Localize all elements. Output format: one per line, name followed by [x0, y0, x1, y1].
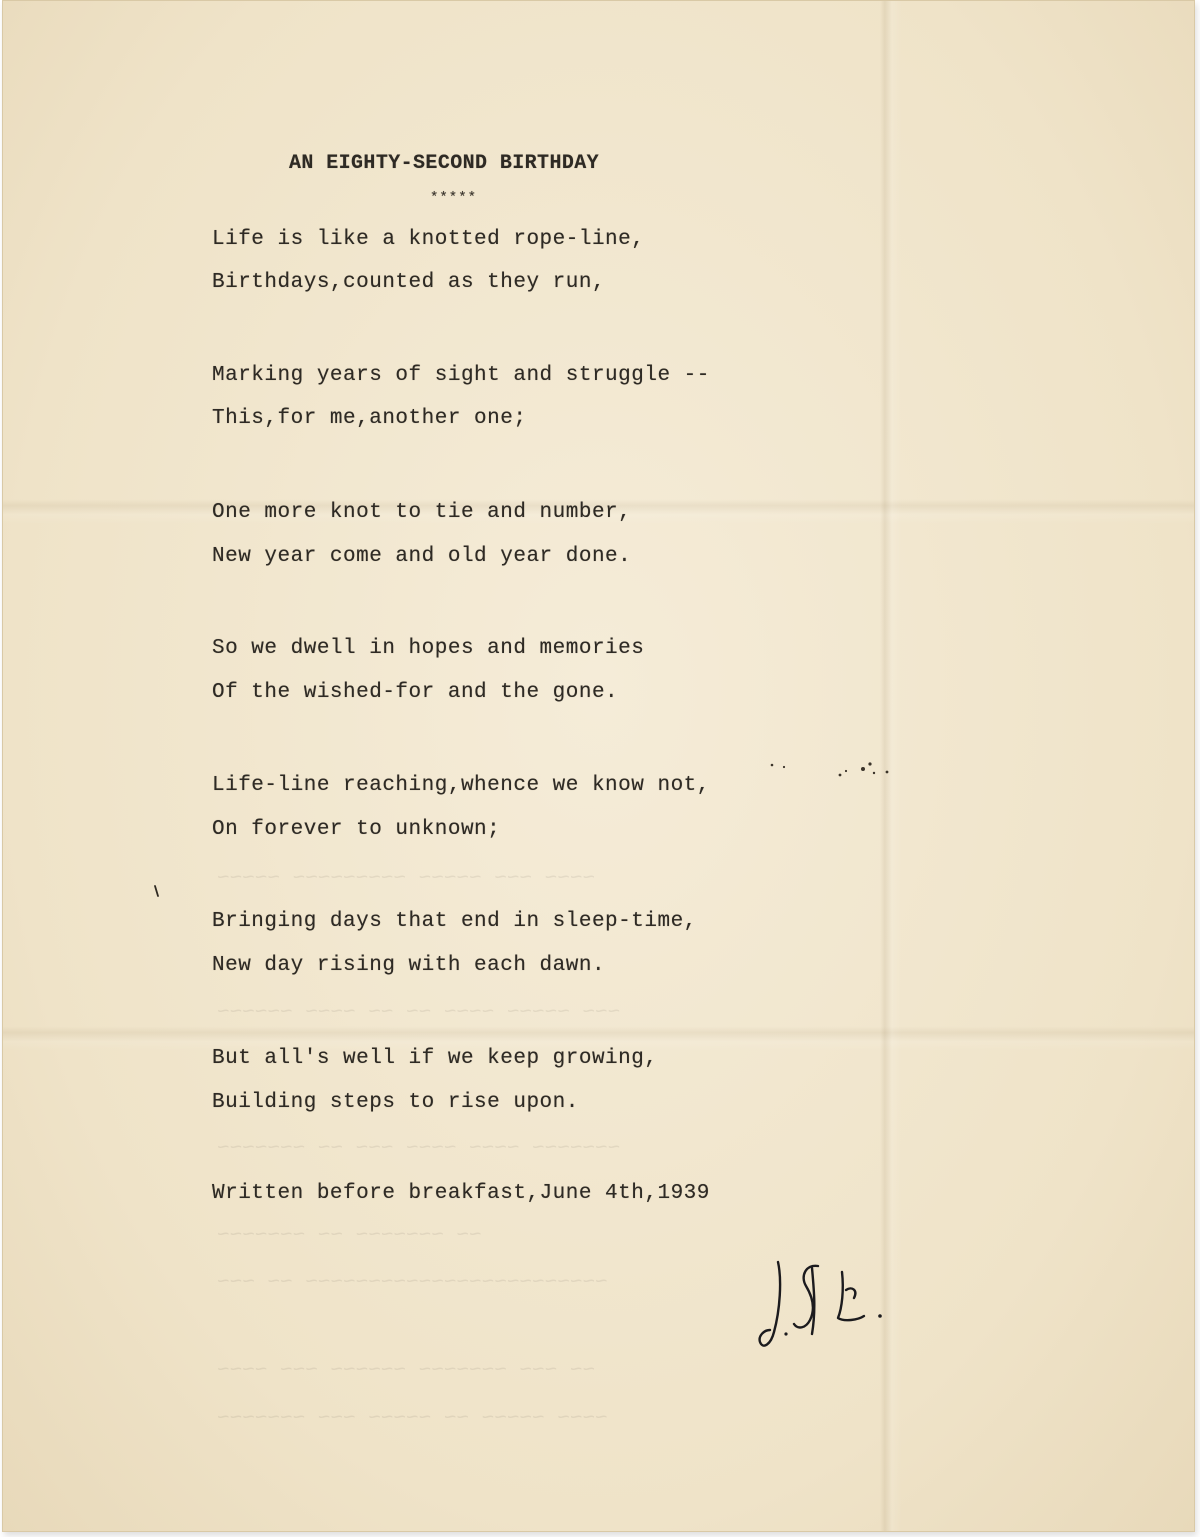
handwritten-signature [754, 1250, 904, 1360]
poem-line-10: On forever to unknown; [212, 818, 501, 841]
poem-line-3: Marking years of sight and struggle -- [212, 364, 710, 387]
title-separator: ***** [430, 190, 478, 206]
show-through-text: ~~~~~~~ ~~~~ ~~~~ ~~~ ~~ ~~~~~~~ [217, 1138, 621, 1161]
show-through-text: ~~~~ ~~~~~ ~~ ~~~~~ ~~~ ~~~~~~~ [217, 1408, 608, 1431]
poem-line-7: So we dwell in hopes and memories [212, 637, 645, 660]
poem-line-1: Life is like a knotted rope-line, [212, 228, 645, 251]
poem-line-6: New year come and old year done. [212, 545, 632, 568]
show-through-text: ~~ ~~~~~~~ ~~ ~~~~~~~ [217, 1225, 482, 1248]
show-through-text: ~~~~~~~~~~~~~~~~~~~~~~~~ ~~ ~~~ [217, 1272, 608, 1295]
date-line: Written before breakfast,June 4th,1939 [212, 1182, 710, 1205]
stray-mark [152, 884, 162, 900]
show-through-text: ~~~ ~~~~~ ~~~~ ~~ ~~ ~~~~ ~~~~~~ [217, 1002, 621, 1025]
poem-line-9: Life-line reaching,whence we know not, [212, 774, 710, 797]
typed-letter-sheet [2, 0, 1195, 1532]
poem-line-13: But all's well if we keep growing, [212, 1047, 658, 1070]
poem-line-2: Birthdays,counted as they run, [212, 271, 606, 294]
poem-line-14: Building steps to rise upon. [212, 1091, 579, 1114]
show-through-text: ~~ ~~~ ~~~~~~~ ~~~~~~ ~~~ ~~~~ [217, 1360, 596, 1383]
poem-title: AN EIGHTY-SECOND BIRTHDAY [289, 152, 600, 175]
poem-line-11: Bringing days that end in sleep-time, [212, 910, 697, 933]
ink-specks [762, 755, 902, 795]
poem-line-5: One more knot to tie and number, [212, 501, 632, 524]
show-through-text: ~~~~ ~~~ ~~~~~ ~~~~~~~~~ ~~~~~ [217, 868, 596, 891]
poem-line-8: Of the wished-for and the gone. [212, 681, 619, 704]
poem-line-4: This,for me,another one; [212, 407, 527, 430]
poem-line-12: New day rising with each dawn. [212, 954, 606, 977]
